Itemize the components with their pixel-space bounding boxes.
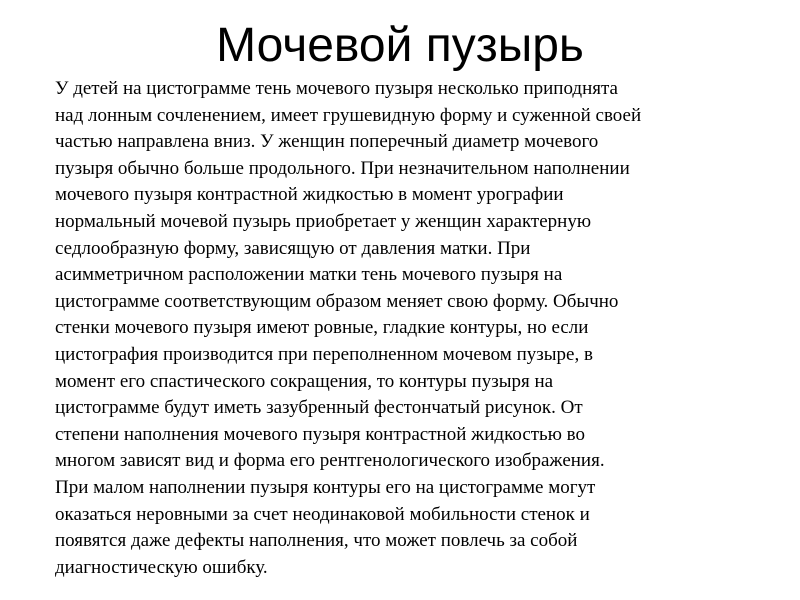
- body-line: У детей на цистограмме тень мочевого пузыря несколько приподнята: [55, 78, 618, 99]
- body-line: над лонным сочленением, имеет грушевидную форму и суженной своей: [55, 104, 642, 126]
- body-line: мочевого пузыря контрастной жидкостью в момент урографии: [55, 184, 564, 206]
- body-line: асимметричном расположении матки тень мочевого пузыря на: [55, 264, 563, 286]
- body-line: цистограмме соответствующим образом меняет свою форму. Обычно: [55, 290, 619, 312]
- body-line: частью направлена вниз. У женщин поперечный диаметр мочевого: [55, 131, 599, 153]
- slide-title: Мочевой пузырь: [216, 19, 584, 72]
- body-line: пузыря обычно больше продольного. При незначительном наполнении: [55, 157, 630, 179]
- body-line: появятся даже дефекты наполнения, что может повлечь за собой: [55, 530, 578, 552]
- body-line: цистография производится при переполненном мочевом пузыре, в: [55, 343, 593, 365]
- body-line: момент его спастического сокращения, то контуры пузыря на: [55, 370, 554, 392]
- slide-body-text: [55, 76, 750, 581]
- body-line: седлообразную форму, зависящую от давления матки. При: [55, 237, 531, 259]
- body-line: стенки мочевого пузыря имеют ровные, гладкие контуры, но если: [55, 317, 589, 339]
- body-line: нормальный мочевой пузырь приобретает у женщин характерную: [55, 210, 592, 232]
- body-line: При малом наполнении пузыря контуры его на цистограмме могут: [55, 476, 596, 498]
- body-line: многом зависят вид и форма его рентгенологического изображения.: [55, 450, 605, 472]
- body-line: оказаться неровными за счет неодинаковой мобильности стенок и: [55, 503, 590, 525]
- body-line: цистограмме будут иметь зазубренный фестончатый рисунок. От: [55, 397, 583, 419]
- body-line: диагностическую ошибку.: [55, 556, 268, 578]
- body-line: степени наполнения мочевого пузыря контрастной жидкостью во: [55, 423, 586, 445]
